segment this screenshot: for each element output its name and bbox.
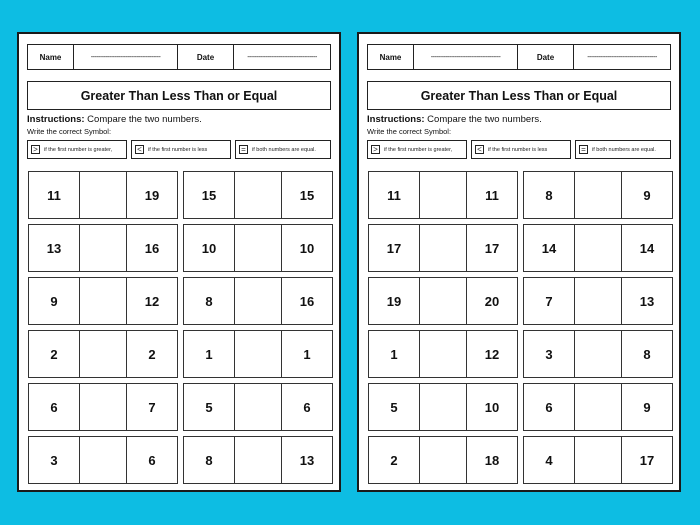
comparison-pair [183, 171, 333, 219]
second-number: 20 [484, 293, 500, 309]
second-number: 13 [299, 452, 315, 468]
second-number: 12 [484, 346, 500, 362]
second-number: 10 [299, 240, 315, 256]
answer-box[interactable] [419, 225, 467, 271]
instructions-label: Instructions: [367, 114, 425, 125]
instructions-text: Compare the two numbers. [427, 114, 542, 125]
comparison-pair [523, 277, 673, 325]
second-number: 19 [144, 187, 160, 203]
comparison-pair [28, 224, 178, 272]
second-number: 2 [148, 346, 156, 362]
worksheet-title: Greater Than Less Than or Equal [27, 81, 331, 110]
date-label: Date [518, 45, 574, 69]
first-number: 6 [545, 399, 553, 415]
comparison-pair [28, 383, 178, 431]
second-number: 15 [299, 187, 315, 203]
answer-box[interactable] [234, 331, 282, 377]
comparison-pair [368, 224, 518, 272]
legend-text: if the first number is less [148, 146, 208, 153]
comparison-pair [183, 436, 333, 484]
date-field[interactable]: -------------------------------------- [247, 53, 317, 61]
comparison-pair [183, 383, 333, 431]
first-number: 10 [201, 240, 217, 256]
legend-symbol: = [579, 145, 588, 154]
first-number: 7 [545, 293, 553, 309]
legend-item [471, 140, 571, 159]
answer-box[interactable] [79, 172, 127, 218]
first-number: 9 [50, 293, 58, 309]
second-number: 17 [484, 240, 500, 256]
name-field[interactable]: -------------------------------------- [414, 45, 518, 69]
answer-box[interactable] [419, 384, 467, 430]
answer-box[interactable] [419, 278, 467, 324]
answer-box[interactable] [79, 278, 127, 324]
second-number: 7 [148, 399, 156, 415]
answer-box[interactable] [574, 278, 622, 324]
legend-item [367, 140, 467, 159]
comparison-pair [368, 383, 518, 431]
second-number: 16 [299, 293, 315, 309]
comparison-pair [368, 436, 518, 484]
legend-symbol: = [239, 145, 248, 154]
answer-box[interactable] [419, 331, 467, 377]
instructions-text: Compare the two numbers. [87, 114, 202, 125]
legend-text: if the first number is greater, [44, 146, 113, 153]
answer-box[interactable] [234, 278, 282, 324]
comparison-pair [368, 171, 518, 219]
instructions-subtext: Write the correct Symbol: [367, 127, 452, 136]
second-number: 1 [303, 346, 311, 362]
second-number: 13 [639, 293, 655, 309]
first-number: 11 [387, 187, 401, 203]
answer-box[interactable] [234, 172, 282, 218]
comparison-pair [523, 171, 673, 219]
legend-symbol: > [371, 145, 380, 154]
answer-box[interactable] [234, 225, 282, 271]
second-number: 9 [643, 187, 651, 203]
second-number: 6 [303, 399, 311, 415]
comparison-pair [28, 436, 178, 484]
answer-box[interactable] [79, 225, 127, 271]
first-number: 4 [545, 452, 553, 468]
answer-box[interactable] [234, 384, 282, 430]
legend-item [131, 140, 231, 159]
comparison-pair [523, 436, 673, 484]
worksheet-title: Greater Than Less Than or Equal [367, 81, 671, 110]
first-number: 8 [205, 452, 213, 468]
first-number: 3 [545, 346, 553, 362]
instructions-label: Instructions: [27, 114, 85, 125]
answer-box[interactable] [79, 384, 127, 430]
first-number: 3 [50, 452, 58, 468]
comparison-pair [368, 277, 518, 325]
legend-text: if the first number is greater, [384, 146, 453, 153]
comparison-pair [28, 330, 178, 378]
comparison-pair [523, 383, 673, 431]
first-number: 14 [541, 240, 557, 256]
answer-box[interactable] [574, 331, 622, 377]
legend-text: if both numbers are equal. [252, 146, 316, 153]
name-date-header [367, 44, 671, 70]
second-number: 11 [485, 187, 499, 203]
legend-symbol: > [31, 145, 40, 154]
answer-box[interactable] [574, 384, 622, 430]
comparison-pair [183, 330, 333, 378]
name-label: Name [368, 45, 414, 69]
name-date-header [27, 44, 331, 70]
worksheet-left [17, 32, 341, 492]
second-number: 10 [484, 399, 500, 415]
answer-box[interactable] [79, 437, 127, 483]
legend-item [575, 140, 671, 159]
first-number: 1 [390, 346, 398, 362]
second-number: 16 [144, 240, 160, 256]
legend-text: if both numbers are equal. [592, 146, 656, 153]
first-number: 8 [545, 187, 553, 203]
answer-box[interactable] [574, 437, 622, 483]
legend-item [27, 140, 127, 159]
instructions [27, 114, 202, 125]
instructions-subtext: Write the correct Symbol: [27, 127, 112, 136]
answer-box[interactable] [574, 225, 622, 271]
name-field[interactable]: -------------------------------------- [74, 45, 178, 69]
first-number: 11 [47, 187, 61, 203]
second-number: 14 [639, 240, 655, 256]
legend-text: if the first number is less [488, 146, 548, 153]
second-number: 8 [643, 346, 651, 362]
comparison-pair [28, 277, 178, 325]
legend-symbol: < [135, 145, 144, 154]
answer-box[interactable] [234, 437, 282, 483]
instructions [367, 114, 542, 125]
worksheet-right [357, 32, 681, 492]
comparison-pair [183, 224, 333, 272]
comparison-pair [523, 224, 673, 272]
first-number: 2 [390, 452, 398, 468]
first-number: 13 [46, 240, 62, 256]
second-number: 12 [144, 293, 160, 309]
first-number: 1 [205, 346, 213, 362]
first-number: 15 [201, 187, 217, 203]
date-field[interactable]: -------------------------------------- [587, 53, 657, 61]
legend-symbol: < [475, 145, 484, 154]
second-number: 18 [484, 452, 500, 468]
second-number: 6 [148, 452, 156, 468]
second-number: 9 [643, 399, 651, 415]
date-label: Date [178, 45, 234, 69]
answer-box[interactable] [419, 437, 467, 483]
comparison-pair [183, 277, 333, 325]
comparison-pair [28, 171, 178, 219]
first-number: 19 [386, 293, 402, 309]
first-number: 6 [50, 399, 58, 415]
comparison-pair [368, 330, 518, 378]
first-number: 2 [50, 346, 58, 362]
name-label: Name [28, 45, 74, 69]
first-number: 17 [386, 240, 402, 256]
second-number: 17 [639, 452, 655, 468]
answer-box[interactable] [419, 172, 467, 218]
first-number: 5 [205, 399, 213, 415]
answer-box[interactable] [79, 331, 127, 377]
first-number: 5 [390, 399, 398, 415]
comparison-pair [523, 330, 673, 378]
answer-box[interactable] [574, 172, 622, 218]
first-number: 8 [205, 293, 213, 309]
legend-item [235, 140, 331, 159]
